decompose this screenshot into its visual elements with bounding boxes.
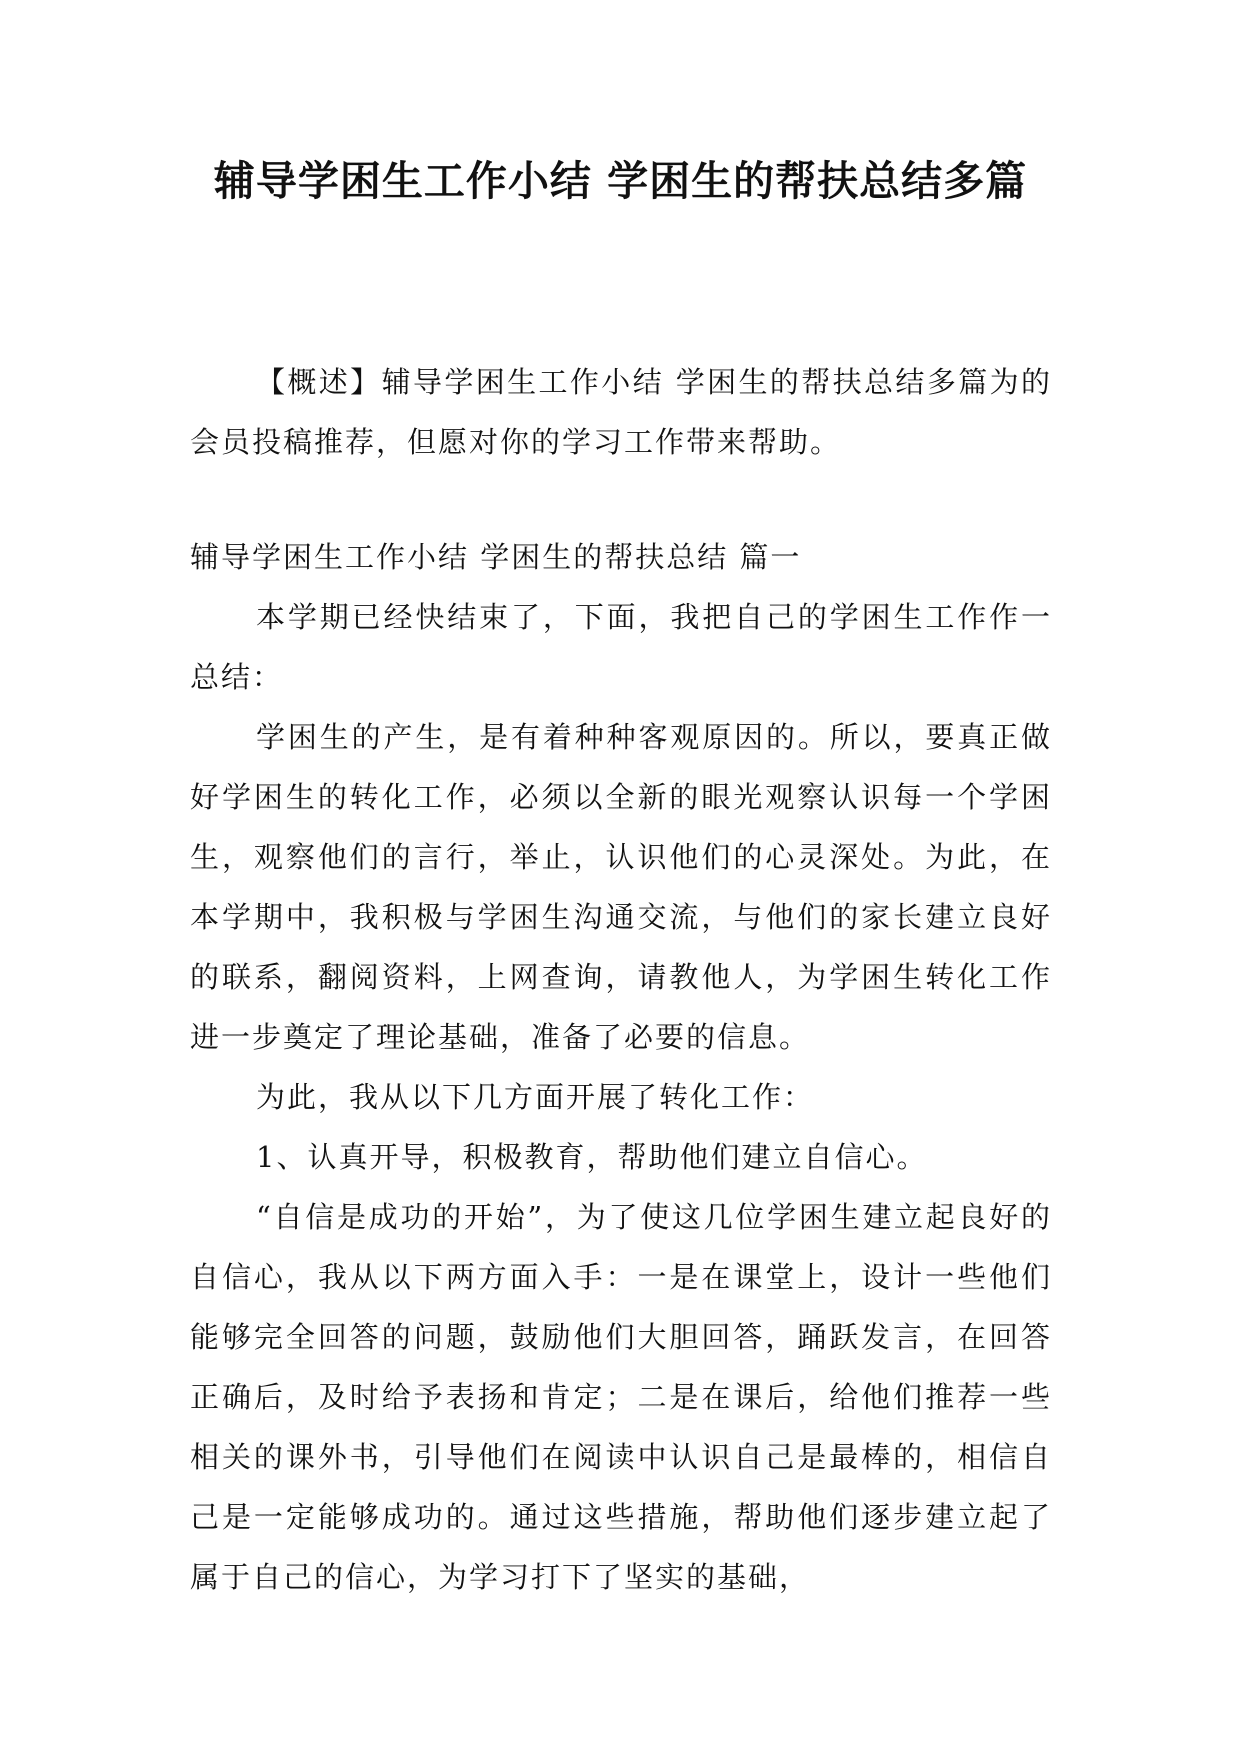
paragraph-causes: 学困生的产生，是有着种种客观原因的。所以，要真正做好学困生的转化工作，必须以全新的眼光观察认识每一个学困生，观察他们的言行，举止，认识他们的心灵深处。为此，在本学期中，我积极与学困生沟通交流，与他们的家长建立良好的联系，翻阅资料，上网查询，请教他人，为学困生转化工作进一步奠定了理论基础，准备了必要的信息。	[190, 720, 1052, 1054]
summary-paragraph: 【概述】辅导学困生工作小结 学困生的帮扶总结多篇为的会员投稿推荐，但愿对你的学习工作带来帮助。	[190, 365, 1052, 459]
paragraph-point-1: 1、认真开导，积极教育，帮助他们建立自信心。	[256, 1140, 928, 1174]
document-title: 辅导学困生工作小结 学困生的帮扶总结多篇	[213, 157, 1028, 205]
paragraph-intro: 本学期已经快结束了，下面，我把自己的学困生工作作一总结：	[190, 600, 1052, 694]
body-paragraphs	[190, 587, 1052, 1607]
paragraph-confidence: “自信是成功的开始”，为了使这几位学困生建立起良好的自信心，我从以下两方面入手：一是在课堂上，设计一些他们能够完全回答的问题，鼓励他们大胆回答，踊跃发言，在回答正确后，及时给予表扬和肯定；二是在课后，给他们推荐一些相关的课外书，引导他们在阅读中认识自己是最棒的，相信自己是一定能够成功的。通过这些措施，帮助他们逐步建立起了属于自己的信心，为学习打下了坚实的基础，	[190, 1200, 1052, 1594]
section-heading: 辅导学困生工作小结 学困生的帮扶总结 篇一	[190, 540, 802, 574]
paragraph-approach: 为此，我从以下几方面开展了转化工作：	[256, 1080, 815, 1114]
